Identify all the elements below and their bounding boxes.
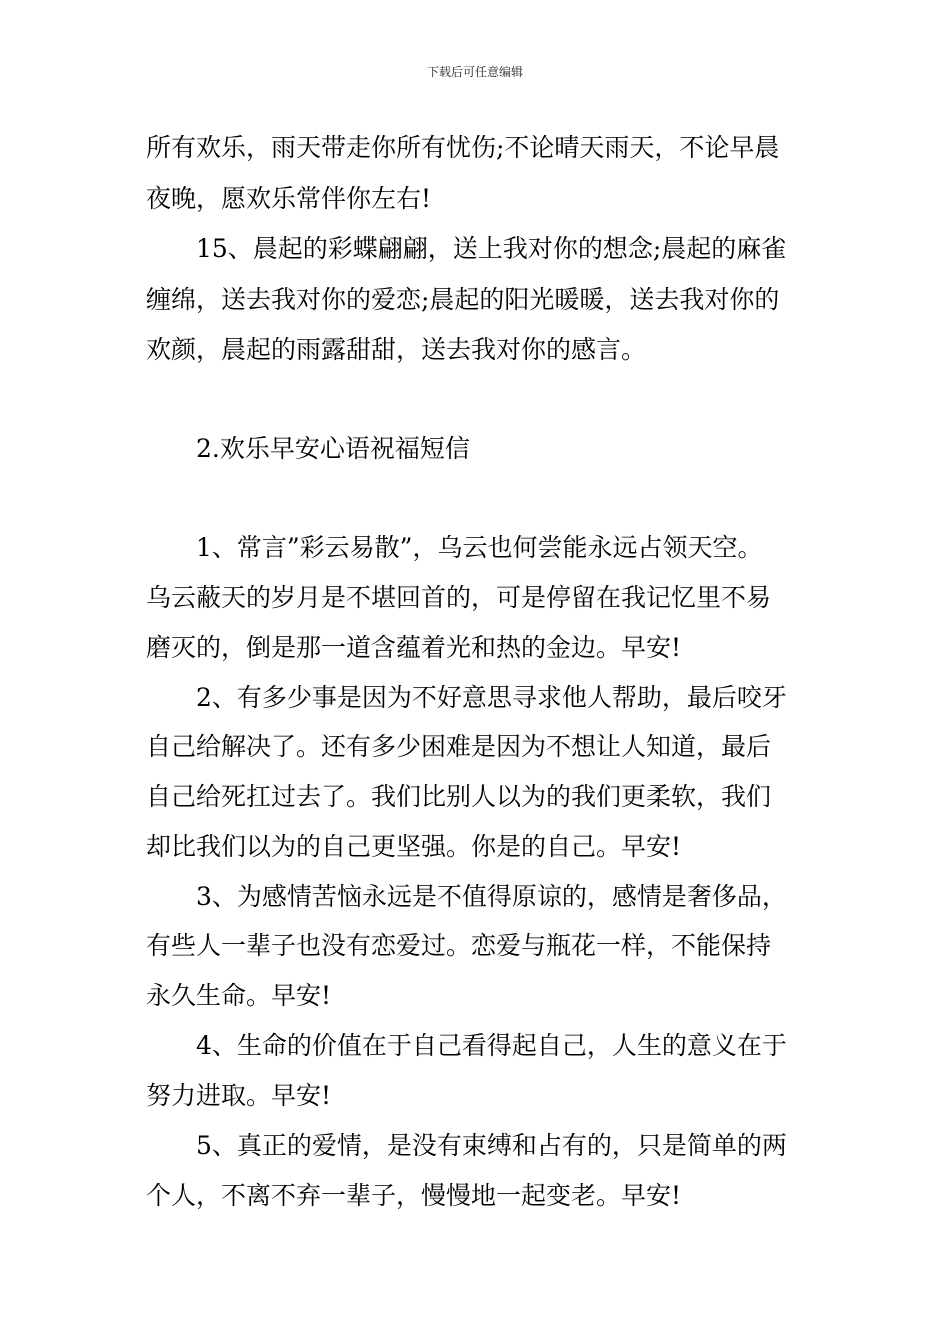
body-line: 3、为感情苦恼永远是不值得原谅的，感情是奢侈品， bbox=[196, 882, 787, 911]
body-line: 努力进取。早安! bbox=[146, 1081, 332, 1110]
body-line: 有些人一辈子也没有恋爱过。恋爱与瓶花一样，不能保持 bbox=[146, 931, 772, 960]
body-line: 2、有多少事是因为不好意思寻求他人帮助，最后咬牙 bbox=[196, 683, 787, 712]
page-header: 下载后可任意编辑 bbox=[426, 65, 523, 79]
body-line: 4、生命的价值在于自己看得起自己，人生的意义在于 bbox=[196, 1031, 787, 1060]
body-line: 磨灭的，倒是那一道含蕴着光和热的金边。早安! bbox=[146, 633, 682, 662]
body-line: 却比我们以为的自己更坚强。你是的自己。早安! bbox=[146, 832, 682, 861]
body-line: 15、晨起的彩蝶翩翩，送上我对你的想念;晨起的麻雀 bbox=[196, 234, 787, 263]
body-line: 自己给死扛过去了。我们比别人以为的我们更柔软，我们 bbox=[146, 782, 772, 811]
body-line: 永久生命。早安! bbox=[146, 981, 332, 1010]
body-line: 夜晚，愿欢乐常伴你左右! bbox=[146, 184, 432, 213]
body-line: 个人，不离不弃一辈子，慢慢地一起变老。早安! bbox=[146, 1181, 682, 1210]
body-line: 乌云蔽天的岁月是不堪回首的，可是停留在我记忆里不易 bbox=[146, 583, 772, 612]
body-line: 所有欢乐，雨天带走你所有忧伤;不论晴天雨天，不论早晨 bbox=[146, 133, 780, 162]
body-line: 缠绵，送去我对你的爱恋;晨起的阳光暖暖，送去我对你的 bbox=[146, 285, 780, 314]
body-line: 欢颜，晨起的雨露甜甜，送去我对你的感言。 bbox=[146, 335, 647, 364]
body-line: 自己给解决了。还有多少困难是因为不想让人知道，最后 bbox=[146, 732, 772, 761]
section-heading: 2.欢乐早安心语祝福短信 bbox=[196, 434, 470, 463]
body-line: 5、真正的爱情，是没有束缚和占有的，只是简单的两 bbox=[196, 1131, 787, 1160]
body-line: 1、常言”彩云易散”，乌云也何尝能永远占领天空。 bbox=[196, 533, 763, 562]
